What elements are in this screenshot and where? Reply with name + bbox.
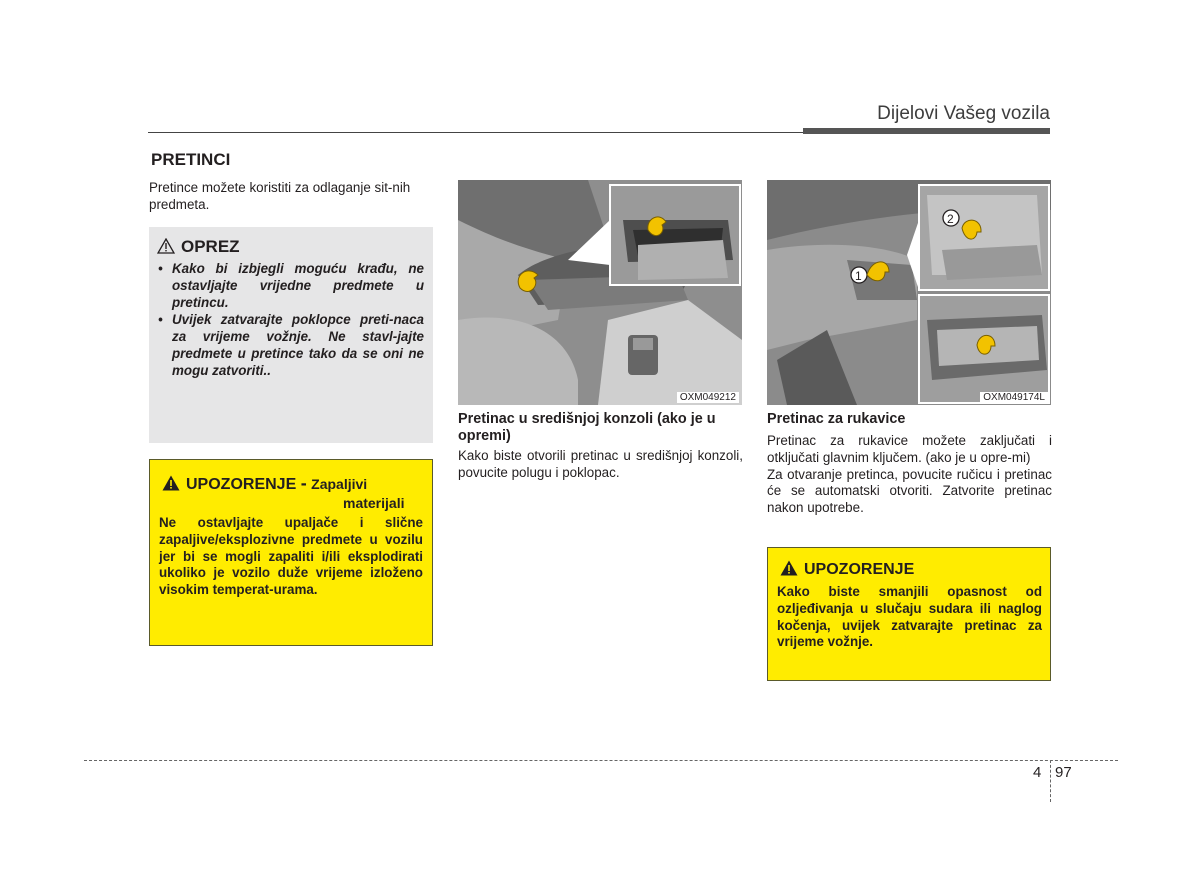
- page-chapter: 4: [1033, 764, 1042, 781]
- glovebox-text-2: Za otvaranje pretinca, povucite ručicu i pretinac će se automatski otvoriti. Zatvorite pretinac nakon upotrebe.: [767, 466, 1052, 516]
- callout-2: 2: [947, 212, 954, 226]
- bullet-icon: •: [158, 261, 163, 276]
- image-code: OXM049212: [677, 392, 739, 403]
- footer-divider: [1050, 760, 1051, 802]
- caution-title: OPREZ: [181, 237, 240, 256]
- header-title: Dijelovi Vašeg vozila: [877, 103, 1050, 124]
- bullet-icon: •: [158, 312, 163, 328]
- caution-list: [158, 261, 424, 381]
- console-heading: Pretinac u središnjoj konzoli (ako je u opremi): [458, 411, 716, 444]
- warning-flammable-text: Ne ostavljajte upaljače i slične zapaljive/eksplozivne predmete u vozilu jer bi se mogli zapaliti i/ili eksplodirati ukoliko je vozilo duže vrijeme izloženo visokim temperat-urama.: [159, 515, 423, 598]
- warning-flammable-heading: UPOZORENJE - Zapaljivi: [162, 473, 367, 494]
- glovebox-photo: [767, 180, 1051, 405]
- glovebox-text: [767, 433, 1052, 517]
- glovebox-illustration: [767, 180, 1051, 405]
- console-text: Kako biste otvorili pretinac u središnjoj konzoli, povucite polugu i poklopac.: [458, 448, 743, 480]
- caution-heading: [157, 237, 240, 257]
- warning-triangle-icon: [162, 475, 180, 491]
- glovebox-text-1: Pretinac za rukavice možete zaključati i otključati glavnim ključem. (ako je u opre-mi): [767, 433, 1052, 465]
- console-illustration: [458, 180, 742, 405]
- page-number: 97: [1055, 764, 1072, 781]
- warning-triangle-icon: [780, 560, 798, 576]
- callout-1: 1: [855, 269, 862, 283]
- header-rule: [148, 132, 803, 133]
- warning-glovebox-heading: UPOZORENJE: [780, 560, 914, 579]
- list-item: • Uvijek zatvarajte poklopce preti-naca za vrijeme vožnje. Ne stavl-jajte predmete u pretince tako da se oni ne mogu zatvoriti..: [158, 312, 424, 378]
- section-intro: Pretince možete koristiti za odlaganje sit-nih predmeta.: [149, 180, 411, 212]
- section-title: PRETINCI: [151, 150, 231, 169]
- warning-flammable-subtitle: materijali: [343, 495, 405, 511]
- header-bar: [803, 128, 1050, 134]
- glovebox-heading: Pretinac za rukavice: [767, 411, 906, 427]
- console-photo: [458, 180, 742, 405]
- warning-glovebox-box: [767, 547, 1051, 681]
- footer-rule: [84, 760, 1118, 761]
- list-item: • Kako bi izbjegli moguću krađu, ne ostavljajte vrijedne predmete u pretincu.: [158, 261, 424, 310]
- image-code: OXM049174L: [980, 392, 1048, 403]
- caution-triangle-icon: [157, 238, 175, 254]
- warning-flammable-box: [149, 459, 433, 646]
- warning-glovebox-text: Kako biste smanjili opasnost od ozljeđivanja u slučaju sudara ili naglog kočenja, uvijek zatvarajte pretinac za vrijeme vožnje.: [777, 584, 1042, 650]
